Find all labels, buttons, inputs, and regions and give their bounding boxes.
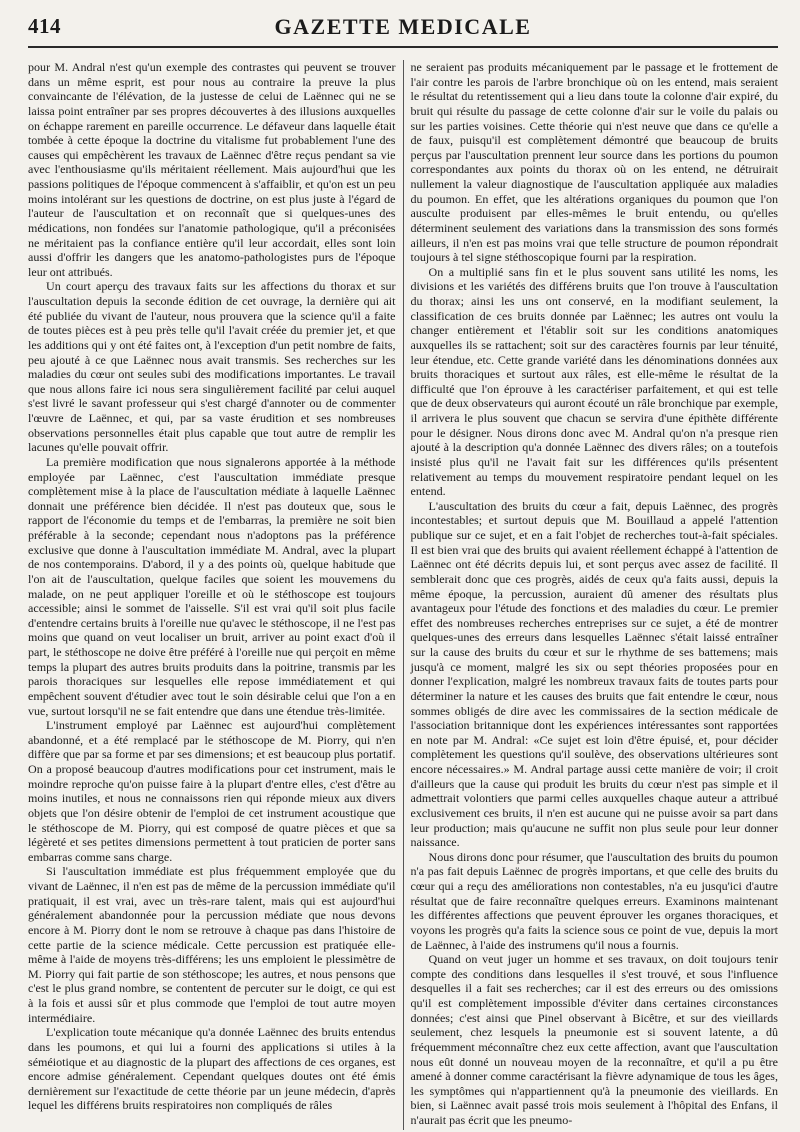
paragraph: Nous dirons donc pour résumer, que l'auscultation des bruits du poumon n'a pas fait depuis Laënnec de progrès importans, et que celle des bruits du cœur qui a reçu des améliorations non contestables, n'a eu jusqu'ici d'autre résultat que de faire reconnaître quelques erreurs. Examinons maintenant les différentes affections que peuvent éprouver les organes thoraciques, et voyons les progrès qu'a faits la science sous ce point de vue, depuis la mort de Laënnec, à l'aide des instrumens qu'il nous a fournis. <box>410 849 778 952</box>
right-column <box>404 60 779 1130</box>
paragraph: Quand on veut juger un homme et ses travaux, on doit toujours tenir compte des conditions dans lesquelles il s'est trouvé, et sous l'influence desquelles il a fait ses recherches; car il est des erreurs ou des omissions qu'il est complètement impossible d'éviter dans certaines circonstances données; c'est ainsi que Pinel observant à Bicêtre, et sur des vieillards seulement, chez lesquels la pneumonie est si souvent latente, a dû fréquemment méconnaître chez eux cette affection, avant que l'auscultation nous eût donné un nouveau moyen de la reconnaître, et qu'il a pu être amené à donner comme caractérisant la fièvre adynamique de tous les âges, les symptômes qui n'appartiennent qu'à la pneumonie des vieillards. En bien, si Laënnec avait passé trois mois seulement à l'hôpital des Enfans, il n'aurait pas écrit que les pneumo- <box>410 952 778 1127</box>
paragraph: L'explication toute mécanique qu'a donnée Laënnec des bruits entendus dans les poumons, et qui lui a fourni des applications si utiles à la séméiotique et au diagnostic de la plupart des affections de ces organes, est encore admise généralement. Cependant quelques doutes ont été émis dernièrement sur l'exactitude de cette théorie par un jeune médecin, d'après lequel les différens bruits respiratoires non compliqués de râles <box>28 1025 396 1113</box>
journal-title: GAZETTE MEDICALE <box>274 14 532 39</box>
paragraph: On a multiplié sans fin et le plus souvent sans utilité les noms, les divisions et les variétés des différens bruits que l'on trouve à l'auscultation du thorax; ainsi les uns ont conservé, en la modifiant seulement, la classification de ces bruits donnée par Laënnec; les autres ont voulu la changer entièrement et l'établir soit sur les conditions anatomiques auxquelles ils se rattachent; soit sur des caractères fournis par leur ténuité, leur étendue, etc. Cette grande variété dans les dénominations données aux bruits thoraciques et surtout aux râles, est elle-même le résultat de la difficulté que l'on éprouve à les caractériser parfaitement, et qui est telle que de deux observateurs qui auront écouté un râle bronchique par exemple, il arrivera le plus souvent que chacun se servira d'une épithète différente pour le désigner. Nous dirons donc avec M. Andral qu'on n'a presque rien ajouté à la description qu'a donnée Laënnec des divers râles; on a toutefois insisté plus qu'il ne l'avait fait sur les différences qu'ils présentent relativement au temps du mouvement respiratoire pendant lequel on les entend. <box>410 264 778 499</box>
paragraph: L'auscultation des bruits du cœur a fait, depuis Laënnec, des progrès incontestables; et surtout depuis que M. Bouillaud a appelé l'attention publique sur ce sujet, et en a fait l'objet de recherches tout-à-fait spéciales. Il est bien vrai que des bruits qui avaient réellement échappé à l'attention de Laënnec ont été décrits depuis lui, et sont perçus avec assez de facilité. Il semblerait donc que ces progrès, aidés de ceux qu'a faits aussi, depuis la même époque, la percussion, auraient dû amener des résultats plus avantageux pour l'étude des fonctions et des maladies du cœur. Le premier effet des nombreuses recherches entreprises sur ce sujet, a été de montrer quelques-unes des erreurs dans lesquelles Laënnec s'était laissé entraîner sur la cause des bruits du cœur et sur le rhythme de ses battemens; mais jusqu'à ce moment, malgré les six ou sept théories proposées pour en donner l'explication, malgré les nombreux travaux faits de toutes parts pour déterminer la nature et les causes des bruits que fait entendre le cœur, nous sommes obligés de dire avec les commissaires de la section médicale de l'association britannique dont les expériences intéressantes sont rapportées en note par M. Andral: «Ce sujet est loin d'être épuisé, et, pour décider complètement les questions qu'il soulève, des observations ultérieures sont encore nécessaires.» M. Andral partage aussi cette manière de voir; il croit d'ailleurs que la cause qui produit les bruits du cœur n'est pas simple et il admettrait volontiers que parmi celles auxquelles chaque auteur a attribué exclusivement ces bruits, il n'en est aucune qui ne puisse avoir sa part dans leur production; mais qu'aucune ne suffit non plus seule pour leur donner naissance. <box>410 498 778 850</box>
left-column <box>28 60 403 1130</box>
paragraph: ne seraient pas produits mécaniquement par le passage et le frottement de l'air contre les parois de l'arbre bronchique où on les entend, mais seraient le résultat du retentissement qui a lieu dans toute la colonne d'air expiré, du bruit qui résulte du passage de cette colonne d'air sur le voile du palais ou sur les parties voisines. Cette théorie qui n'est neuve que dans ce qu'elle a de faux, puisqu'il est complètement démontré que beaucoup de bruits perçus par l'auscultation prennent leur source dans les portions du poumon correspondantes aux points du thorax où on les entend, ne détruirait nullement la valeur diagnostique de l'auscultation appliquée aux maladies du poumon. En effet, que les altérations organiques du poumon que l'on ausculte produisent par elles-mêmes le bruit entendu, ou qu'elles déterminent seulement des variations dans la transmission des sons formés ailleurs, il n'en est pas moins vrai que telle structure de poumon répondrait toujours à tel signe stéthoscopique fourni par la respiration. <box>410 60 778 265</box>
paragraph: Si l'auscultation immédiate est plus fréquemment employée que du vivant de Laënnec, il n'en est pas de même de la percussion immédiate qu'il pratiquait, il est vrai, avec un très-rare talent, mais qui est aujourd'hui généralement abandonnée pour la percussion médiate que nous devons encore à M. Piorry dont le nom se retrouve à chaque pas dans l'histoire de cette partie de la science médicale. Cette percussion est pratiquée elle-même à l'aide de moyens très-différens; les uns emploient le plessimètre de M. Piorry qui fait partie de son stéthoscope; les autres, et nous pensons que c'est le plus grand nombre, se contentent de percuter sur le doigt, ce qui est à la fois et aussi sûr et plus commode que l'emploi de tout autre moyen intermédiaire. <box>28 864 396 1025</box>
page-header <box>28 14 778 48</box>
page-number: 414 <box>28 14 61 38</box>
paragraph: L'instrument employé par Laënnec est aujourd'hui complètement abandonné, et a été remplacé par le stéthoscope de M. Piorry, qui n'en diffère que par sa forme et par ses dimensions; et est beaucoup plus portatif. On a proposé beaucoup d'autres modifications pour cet instrument, mais le moindre reproche qu'on puisse faire à la plupart d'entre elles, c'est d'être au moins inutiles, et nous ne connaissons rien qui réponde mieux aux divers objets que l'on désire obtenir de l'emploi de cet instrument acoustique que le stéthoscope de M. Piorry, qui est composé de quatre pièces et que sa légèreté et ses petites dimensions permettent à tout praticien de porter sans embarras comme sans charge. <box>28 718 396 864</box>
text-columns <box>28 60 778 1130</box>
paragraph: La première modification que nous signalerons apportée à la méthode employée par Laënnec, c'est l'auscultation immédiate presque complètement mise à la place de l'auscultation médiate à laquelle Laënnec donnait une préférence bien décidée. Il n'est pas douteux que, sous le rapport de l'économie du temps et de l'embarras, la première ne soit bien préférable à la seconde; cependant nous n'adoptons pas la préférence exclusive que donne à l'auscultation immédiate M. Andral, avec la plupart de nos contemporains. D'abord, il y a des points où, quelque habitude que l'on ait de l'auscultation, quelque faciles que soient les mouvemens du malade, on ne peut appliquer l'oreille et où le stéthoscope est toujours accessible; ainsi le sommet de l'aisselle. S'il est vrai qu'il soit plus facile d'entendre certains bruits à l'oreille nue qu'avec le stéthoscope, il ne l'est pas moins que quand on veut localiser un bruit, arriver au point exact d'où il part, le stéthoscope ne doive être préféré à l'oreille nue qui perçoit en même temps la plupart des autres bruits produits dans la poitrine, transmis par les parois thoraciques sur lesquelles elle repose immédiatement et qui empêchent souvent d'étudier avec tout le soin désirable celui que l'on a en vue, surtout lorsqu'il ne se fait entendre que dans une étendue très-limitée. <box>28 454 396 718</box>
paragraph: pour M. Andral n'est qu'un exemple des contrastes qui peuvent se trouver dans un même esprit, est pour nous au contraire la preuve la plus convaincante de l'élévation, de la justesse de celui de Laënnec qui ne se laissa point entraîner par ses propres découvertes à des illusions auxquelles on échappe rarement en pareille occurrence. Le défaveur dans laquelle était tombée à cette époque la doctrine du vitalisme fut probablement l'une des causes qui empêchèrent les travaux de Laënnec d'être reçus pendant sa vie avec l'enthousiasme qu'ils méritaient réellement. Mais aujourd'hui que les passions politiques de l'époque commencent à s'affaiblir, et qu'on est un peu moins intolérant sur les questions de doctrine, on est plus juste à l'égard de l'auteur de l'auscultation et on reconnaît que si quelques-unes des médications, non fondées sur l'anatomie pathologique, qu'il a préconisées ne méritaient pas la confiance entière qu'il leur accordait, elles sont loin aussi d'offrir les dangers que les anatomo-pathologistes purs de l'époque leur ont attribués. <box>28 60 396 279</box>
paragraph: Un court aperçu des travaux faits sur les affections du thorax et sur l'auscultation depuis la seconde édition de cet ouvrage, la dernière qui ait été publiée du vivant de l'auteur, nous prouvera que la science qu'il a faite de toutes pièces est à peu près telle qu'il l'avait créée du premier jet, et que les additions qui y ont été faites ont, à l'exception d'un petit nombre de faits, peu ajouté à ce que Laënnec nous avait transmis. Ses recherches sur les maladies du cœur ont seules subi des modifications importantes. Le travail que nous allons faire ici nous sera singulièrement facilité par celui auquel s'est livré le savant professeur qui s'est chargé d'annoter ou de commenter l'œuvre de Laënnec, et qui, par sa vaste érudition et ses nombreuses observations personnelles était plus capable que tout autre de remplir les lacunes qu'elle pouvait offrir. <box>28 279 396 455</box>
